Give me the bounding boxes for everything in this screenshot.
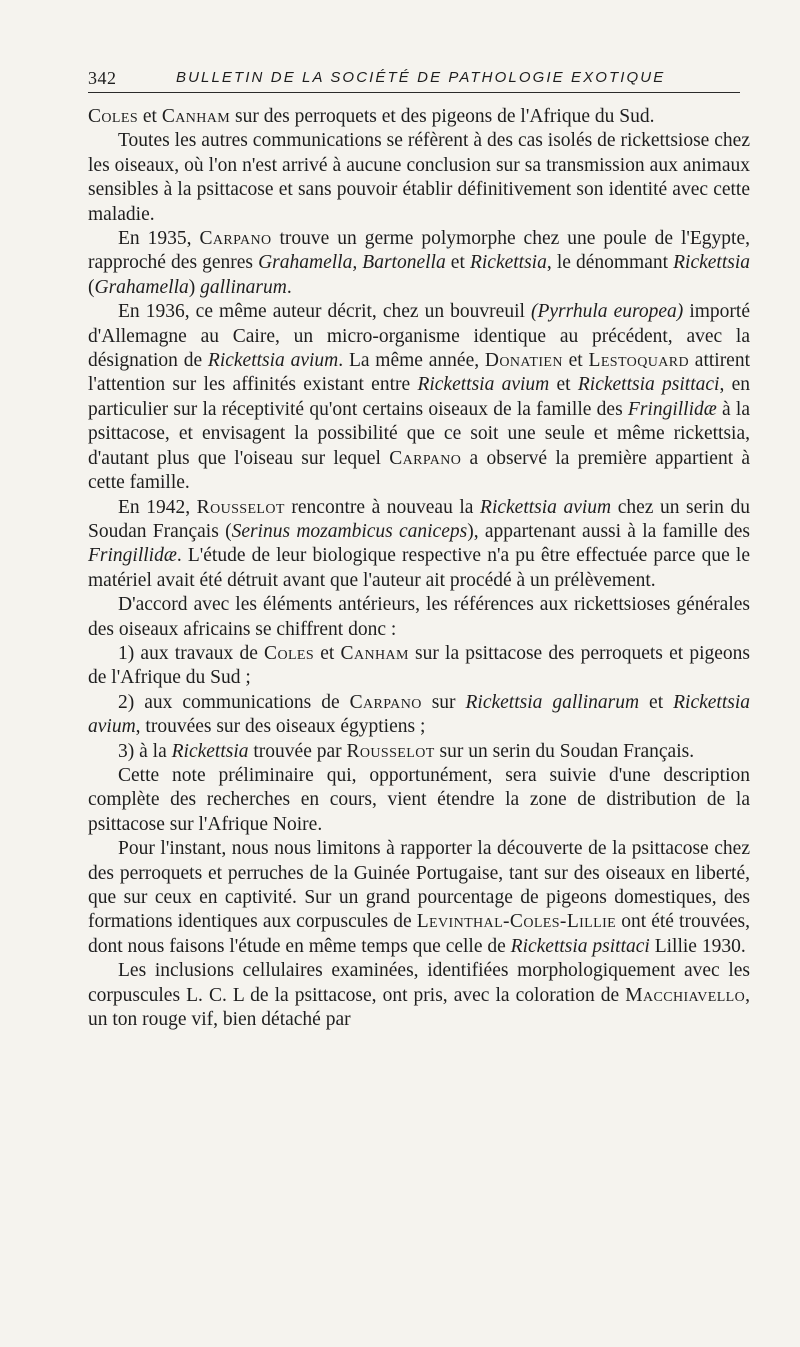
- paragraph: [88, 593, 750, 642]
- text-run: a observé la première appartient à cette famille.: [88, 447, 751, 494]
- taxon-name: Rickettsia avium: [480, 496, 612, 518]
- text-run: , trouvées sur des oiseaux égyptiens ;: [135, 716, 426, 738]
- paragraph: [88, 764, 750, 837]
- author-name: Canham: [161, 106, 231, 127]
- text-run: En 1936, ce même auteur décrit, chez un bouvreuil: [118, 301, 531, 323]
- taxon-name: Rickettsia avium: [88, 691, 750, 738]
- paragraph: [88, 959, 750, 1032]
- author-name: Lestoquard: [588, 350, 689, 372]
- taxon-name: gallinarum: [200, 276, 287, 298]
- taxon-name: Rickettsia gallinarum: [465, 691, 640, 713]
- body-text: [88, 105, 750, 1032]
- text-run: , le dénommant: [546, 252, 674, 274]
- author-name: Levinthal-Coles-Lillie: [416, 911, 617, 933]
- text-run: ont été trouvées, dont nous faisons l'étude en même temps que celle de: [88, 911, 750, 957]
- text-run: sur un serin du Soudan Français.: [434, 740, 695, 762]
- text-run: 3) à la: [118, 740, 172, 762]
- taxon-name: Rickettsia: [673, 252, 751, 274]
- text-run: 2) aux communications de: [118, 691, 350, 713]
- text-run: sur: [421, 691, 466, 713]
- list-item: [88, 740, 750, 764]
- text-run: Les inclusions cellulaires examinées, identifiées morphologiquement avec les corpuscules L. C. L de la psittacose, ont pris, avec la coloration de: [88, 960, 750, 1006]
- text-run: (: [88, 276, 95, 298]
- text-run: sur des perroquets et des pigeons de l'Afrique du Sud.: [230, 106, 655, 127]
- text-run: sur la psittacose des perroquets et pigeons de l'Afrique du Sud ;: [88, 642, 750, 689]
- text-run: et: [138, 106, 162, 127]
- text-run: chez un serin du Soudan Français (: [88, 496, 750, 542]
- taxon-name: Serinus mozambicus caniceps: [231, 520, 468, 542]
- taxon-name: Fringillidæ: [627, 398, 717, 420]
- author-name: Rousselot: [346, 740, 435, 762]
- author-name: Coles: [88, 106, 139, 127]
- text-run: et: [549, 374, 578, 396]
- running-title: BULLETIN DE LA SOCIÉTÉ DE PATHOLOGIE EXOTIQUE: [176, 69, 666, 86]
- taxon-name: Rickettsia: [171, 740, 249, 762]
- list-item: [88, 642, 750, 691]
- text-run: ), appartenant aussi à la famille des: [467, 520, 751, 542]
- text-run: à la psittacose, et envisagent la possibilité que ce soit une seule et même rickettsia, d'autant plus que l'oiseau sur lequel: [88, 398, 750, 469]
- text-run: En 1935,: [118, 228, 200, 250]
- text-run: et: [562, 350, 589, 372]
- text-run: 1) aux travaux de: [118, 642, 265, 664]
- taxon-name: Rickettsia: [469, 252, 547, 274]
- author-name: Carpano: [349, 691, 422, 713]
- taxon-name: Grahamella: [94, 276, 189, 298]
- text-run: ): [188, 276, 201, 298]
- text-run: , en particulier sur la réceptivité qu'ont certains oiseaux de la famille des: [88, 374, 751, 420]
- text-run: importé d'Allemagne au Caire, un micro-organisme identique au précédent, avec la désignation de: [88, 301, 750, 372]
- text-run: trouve un germe polymorphe chez une poule de l'Egypte, rapproché des genres: [88, 228, 750, 274]
- text-run: .: [286, 276, 292, 298]
- paragraph: [88, 129, 750, 227]
- page-header: [88, 62, 740, 93]
- list-item: [88, 691, 750, 740]
- taxon-name: Rickettsia avium: [207, 350, 339, 372]
- text-run: Cette note préliminaire qui, opportunément, sera suivie d'une description complète des recherches en cours, vient étendre la zone de distribution de la psittacose sur l'Afrique Noire.: [88, 764, 750, 835]
- taxon-name: Rickettsia psittaci: [577, 374, 720, 396]
- author-name: Rousselot: [196, 496, 285, 518]
- text-run: trouvée par: [248, 740, 347, 762]
- text-run: En 1942,: [118, 496, 197, 518]
- author-name: Carpano: [389, 447, 462, 469]
- text-run: D'accord avec les éléments antérieurs, les références aux rickettsioses générales des oiseaux africains se chiffrent donc :: [88, 594, 750, 640]
- text-run: Pour l'instant, nous nous limitons à rapporter la découverte de la psittacose chez des perroquets et perruches de la Guinée Portugaise, tant sur des oiseaux en liberté, que sur ceux en captivité. Sur un grand pourcentage de pigeons domestiques, des formations identiques aux corpuscules de: [88, 838, 750, 933]
- author-name: Donatien: [484, 350, 563, 372]
- text-run: et: [314, 642, 341, 664]
- text-run: . La même année,: [338, 350, 485, 372]
- text-run: , un ton rouge vif, bien détaché par: [88, 984, 750, 1031]
- paragraph: [88, 105, 750, 129]
- text-run: attirent l'attention sur les affinités existant entre: [88, 350, 751, 396]
- taxon-name: (Pyrrhula europea): [530, 301, 684, 323]
- paragraph: [88, 837, 750, 959]
- page-number: 342: [88, 68, 117, 88]
- taxon-name: Fringillidæ: [88, 545, 177, 567]
- taxon-name: Rickettsia avium: [417, 374, 550, 396]
- text-run: et: [639, 691, 674, 713]
- text-run: . L'étude de leur biologique respective n'a pu être effectuée parce que le matériel avait été détruit avant que l'auteur ait procédé à un prélèvement.: [88, 545, 750, 591]
- author-name: Carpano: [199, 228, 272, 250]
- author-name: Canham: [340, 642, 409, 664]
- author-name: Coles: [264, 642, 315, 664]
- text-run: et: [445, 252, 470, 274]
- author-name: Macchiavello: [625, 984, 746, 1006]
- paragraph: [88, 227, 750, 300]
- taxon-name: Grahamella, Bartonella: [258, 252, 446, 274]
- text-run: Lillie 1930.: [649, 935, 746, 957]
- paragraph: [88, 496, 750, 594]
- text-run: Toutes les autres communications se réfèrent à des cas isolés de rickettsiose chez les oiseaux, où l'on n'est arrivé à aucune conclusion sur sa transmission aux animaux sensibles à la psittacose et sans pouvoir établir définitivement son identité avec cette maladie.: [88, 130, 750, 225]
- text-run: rencontre à nouveau la: [284, 496, 481, 518]
- paragraph: [88, 300, 750, 495]
- taxon-name: Rickettsia psittaci: [510, 935, 650, 957]
